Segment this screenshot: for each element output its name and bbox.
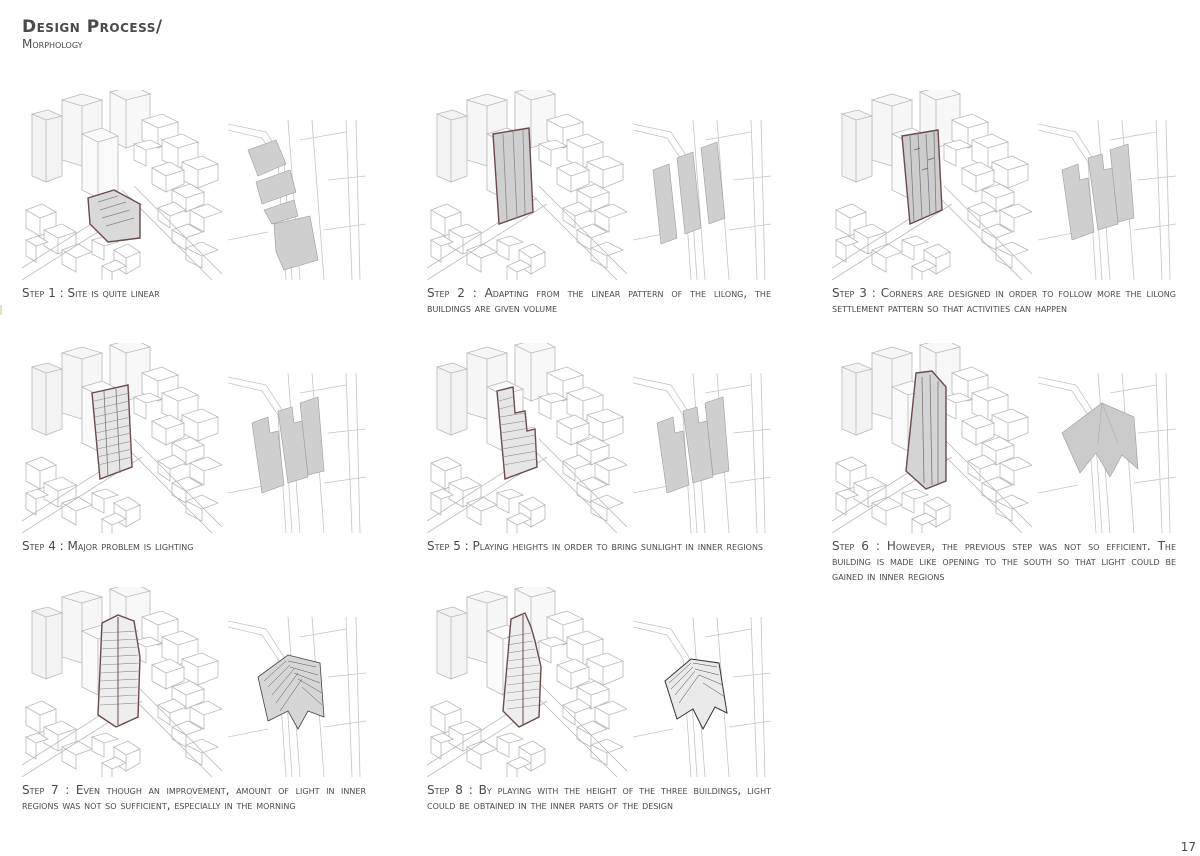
step-5-panel	[427, 343, 771, 554]
step-5-iso-drawing	[427, 343, 627, 533]
step-7-iso-drawing	[22, 587, 222, 777]
step-3-iso-drawing	[832, 90, 1032, 280]
page-number: 17	[1180, 840, 1196, 854]
page-subtitle: Morphology	[22, 37, 83, 51]
step-6-iso-drawing	[832, 343, 1032, 533]
step-1-site-plan	[228, 120, 366, 280]
step-7-caption: Step 7 : Even though an improvement, amount of light in inner regions was not so sufficient, especially in the morning	[22, 783, 366, 812]
step-1-panel	[22, 90, 366, 301]
step-4-panel	[22, 343, 366, 554]
step-8-iso-drawing	[427, 587, 627, 777]
step-7-panel	[22, 587, 366, 813]
step-2-caption: Step 2 : Adapting from the linear pattern of the lilong, the buildings are given volume	[427, 286, 771, 315]
page-title: Design Process/	[22, 17, 163, 37]
step-4-site-plan	[228, 373, 366, 533]
step-1-iso-drawing	[22, 90, 222, 280]
margin-mark	[0, 305, 2, 315]
step-3-panel	[832, 90, 1176, 316]
step-4-caption: Step 4 : Major problem is lighting	[22, 539, 194, 553]
step-1-caption: Step 1 : Site is quite linear	[22, 286, 160, 300]
slab-volumes	[493, 128, 533, 224]
step-4-iso-drawing	[22, 343, 222, 533]
step-6-panel	[832, 343, 1176, 584]
site-outline	[88, 190, 140, 242]
step-8-site-plan	[633, 617, 771, 777]
step-5-caption: Step 5 : Playing heights in order to bring sunlight in inner regions	[427, 539, 763, 553]
step-7-site-plan	[228, 617, 366, 777]
step-2-panel	[427, 90, 771, 316]
step-3-caption: Step 3 : Corners are designed in order to follow more the lilong settlement pattern so that activities can happen	[832, 286, 1176, 315]
step-8-panel	[427, 587, 771, 813]
step-6-site-plan	[1038, 373, 1176, 533]
step-2-iso-drawing	[427, 90, 627, 280]
step-5-site-plan	[633, 373, 771, 533]
step-2-site-plan	[633, 120, 771, 280]
step-6-caption: Step 6 : However, the previous step was not so efficient. The building is made like opening to the south so that light could be gained in inner regions	[832, 539, 1176, 583]
step-3-site-plan	[1038, 120, 1176, 280]
step-8-caption: Step 8 : By playing with the height of the three buildings, light could be obtained in the inner parts of the design	[427, 783, 771, 812]
